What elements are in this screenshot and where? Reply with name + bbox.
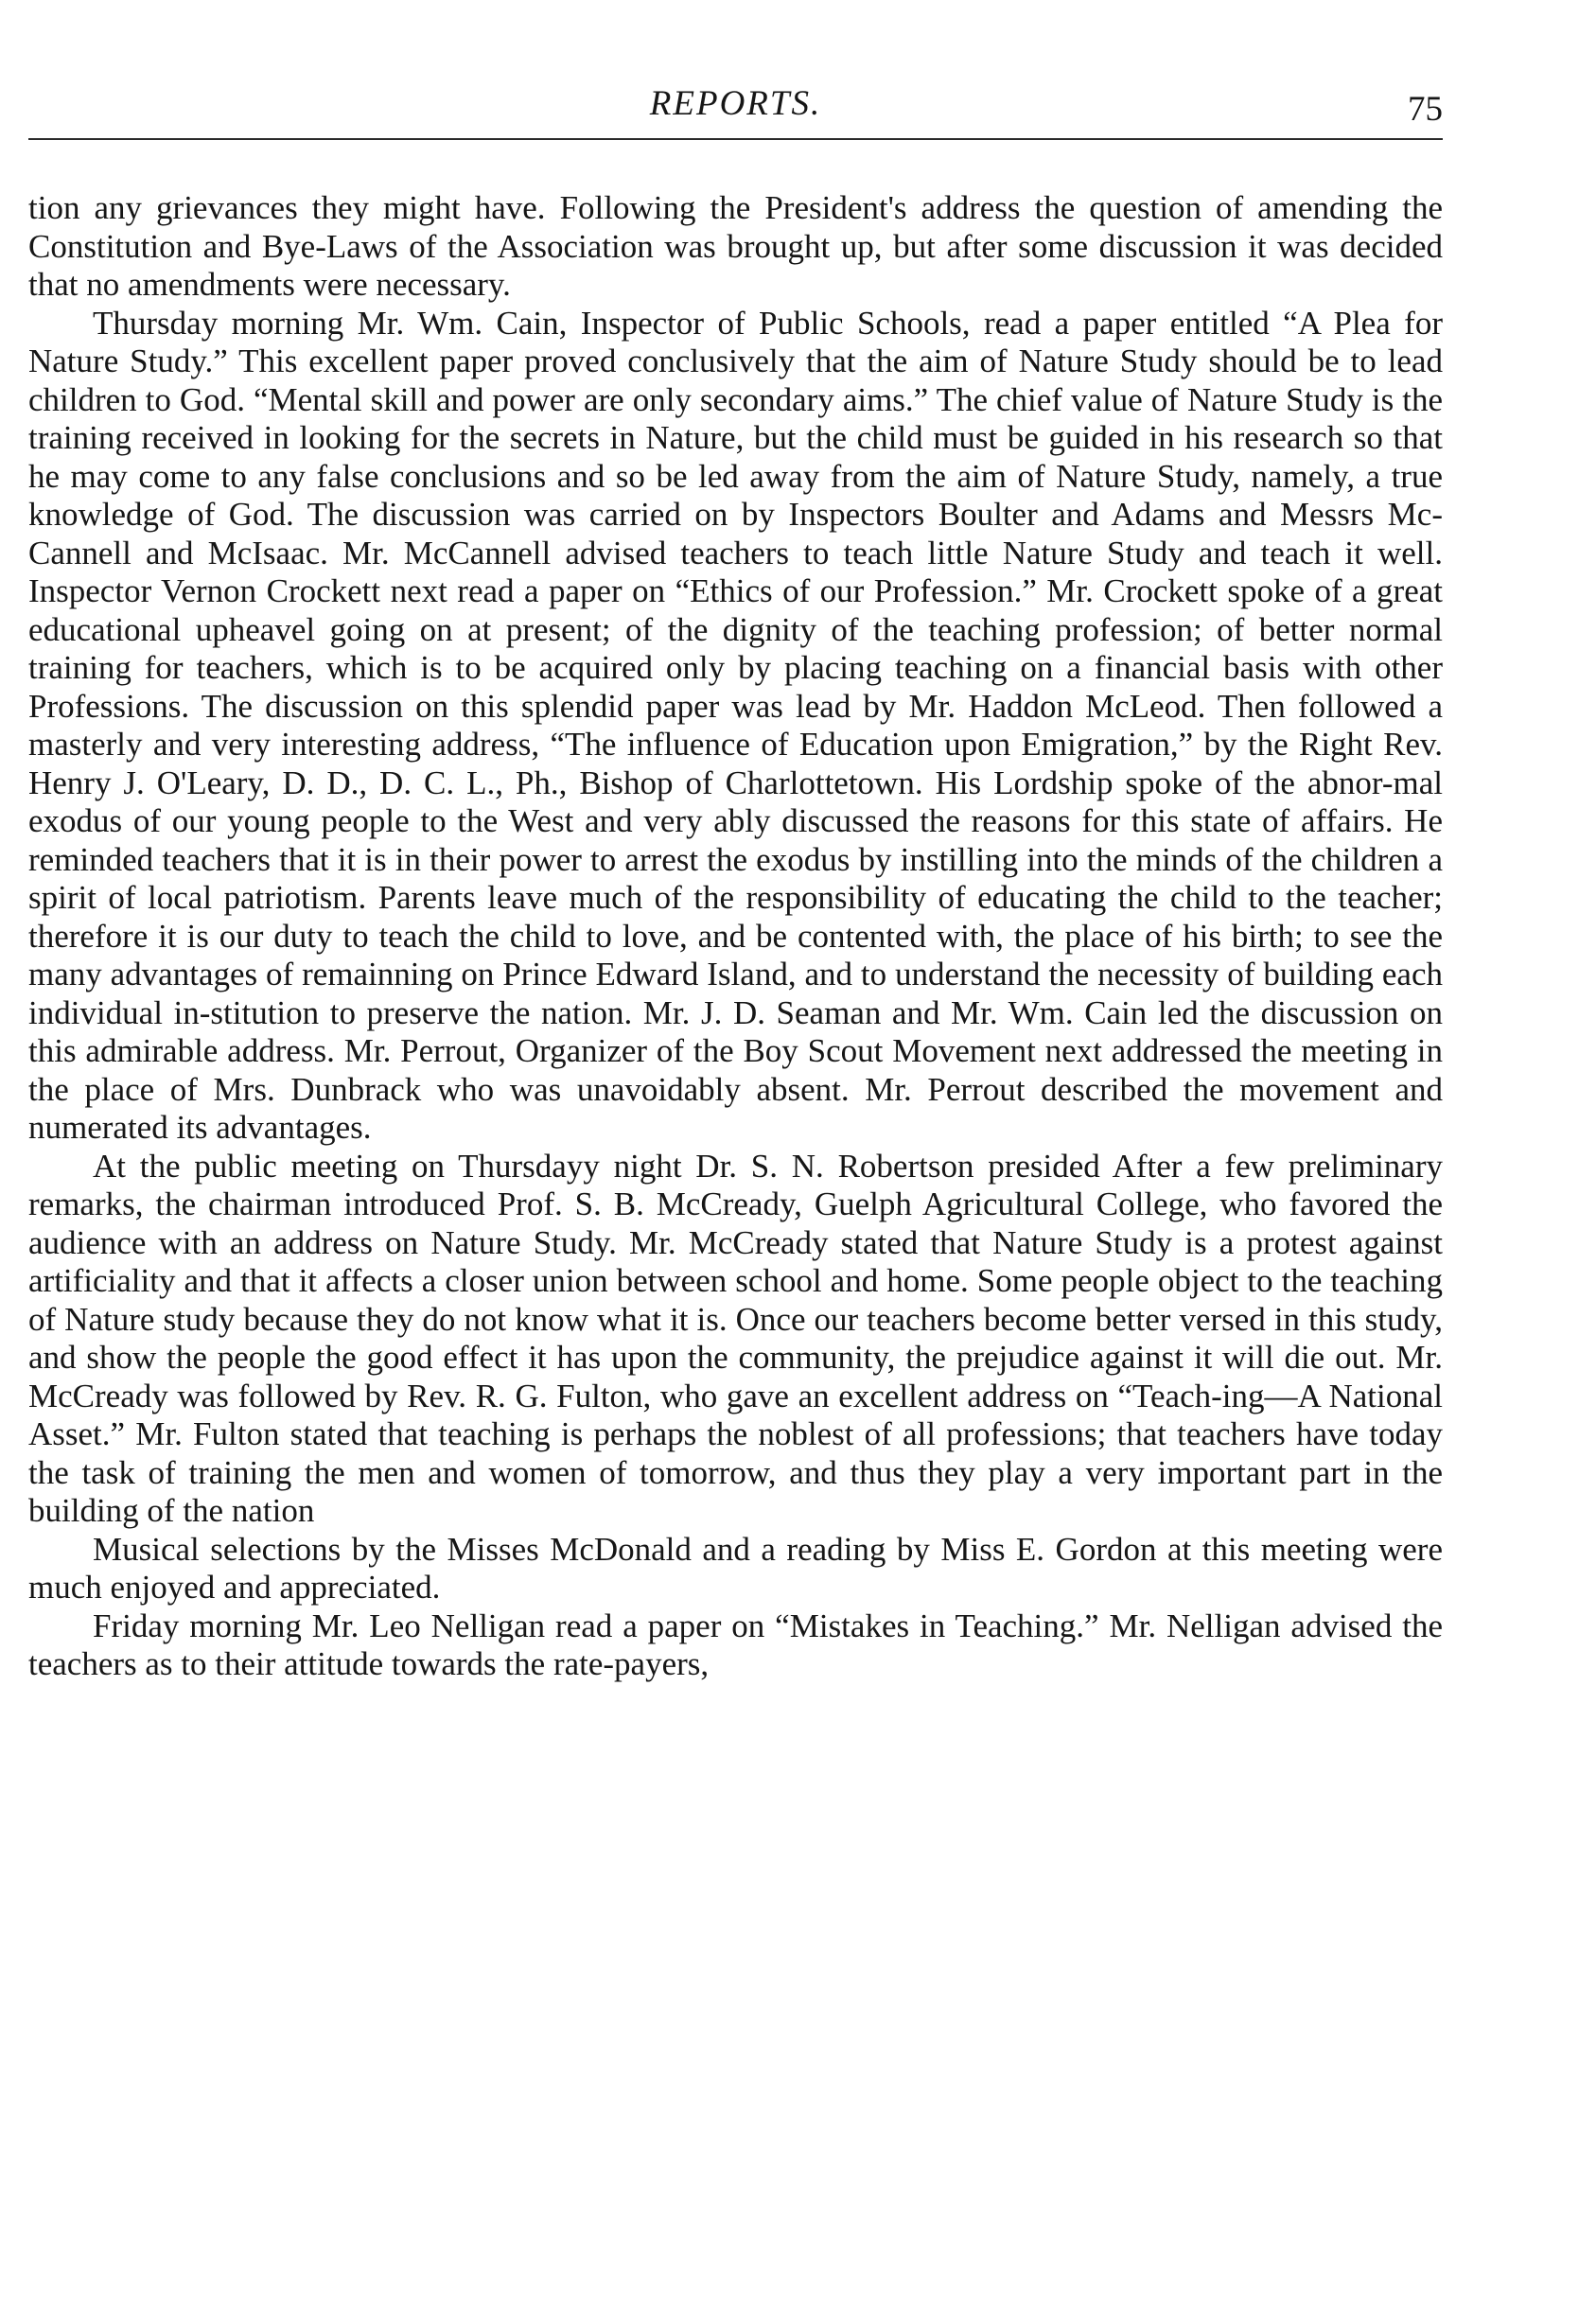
paragraph-2: Thursday morning Mr. Wm. Cain, Inspector of Public Schools, read a paper entitled “A Plea for Nature Study.” This excellent paper proved conclusively that the aim of Nature Study should be to lead children to God. “Mental skill and power are only secondary aims.” The chief value of Nature Study is the training received in looking for the secrets in Nature, but the child must be guided in his research so that he may come to any false conclusions and so be led away from the aim of Nature Study, namely, a true knowledge of God. The discussion was carried on by Inspectors Boulter and Adams and Messrs Mc-Cannell and McIsaac. Mr. McCannell advised teachers to teach little Nature Study and teach it well. Inspector Vernon Crockett next read a paper on “Ethics of our Profession.” Mr. Crockett spoke of a great educational upheavel going on at present; of the dignity of the teaching profession; of better normal training for teachers, which is to be acquired only by placing teaching on a financial basis with other Professions. The discussion on this splendid paper was lead by Mr. Haddon McLeod. Then followed a masterly and very interesting address, “The influence of Education upon Emigration,” by the Right Rev. Henry J. O'Leary, D. D., D. C. L., Ph., Bishop of Charlottetown. His Lordship spoke of the abnor-mal exodus of our young people to the West and very ably discussed the reasons for this state of affairs. He reminded teachers that it is in their power to arrest the exodus by instilling into the minds of the children a spirit of local patriotism. Parents leave much of the responsibility of educating the child to the teacher; therefore it is our duty to teach the child to love, and be contented with, the place of his birth; to see the many advantages of remainning on Prince Edward Island, and to understand the necessity of building each individual in-stitution to preserve the nation. Mr. J. D. Seaman and Mr. Wm. Cain led the discussion on this admirable address. Mr. Perrout, Organizer of the Boy Scout Movement next addressed the meeting in the place of Mrs. Dunbrack who was unavoidably absent. Mr. Perrout described the movement and numerated its advantages. xyxy=(28,304,1443,1146)
page-number: 75 xyxy=(1408,90,1443,129)
running-head xyxy=(28,83,1443,140)
body-text xyxy=(28,189,1443,1684)
paragraph-1: tion any grievances they might have. Following the President's address the question of amending the Constitution and Bye-Laws of the Association was brought up, but after some discussion it was decided that no amendments were necessary. xyxy=(28,189,1443,303)
header-rule xyxy=(28,138,1443,140)
running-head-title: REPORTS. xyxy=(649,84,822,123)
paragraph-4: Musical selections by the Misses McDonald and a reading by Miss E. Gordon at this meeting were much enjoyed and appreciated. xyxy=(28,1530,1443,1606)
paragraph-3: At the public meeting on Thursdayy night Dr. S. N. Robertson presided After a few preliminary remarks, the chairman introduced Prof. S. B. McCready, Guelph Agricultural College, who favored the audience with an address on Nature Study. Mr. McCready stated that Nature Study is a protest against artificiality and that it affects a closer union between school and home. Some people object to the teaching of Nature study because they do not know what it is. Once our teachers become better versed in this study, and show the people the good effect it has upon the community, the prejudice against it will die out. Mr. McCready was followed by Rev. R. G. Fulton, who gave an excellent address on “Teach-ing—A National Asset.” Mr. Fulton stated that teaching is perhaps the noblest of all professions; that teachers have today the task of training the men and women of tomorrow, and thus they play a very important part in the building of the nation xyxy=(28,1147,1443,1529)
paragraph-5: Friday morning Mr. Leo Nelligan read a paper on “Mistakes in Teaching.” Mr. Nelligan advised the teachers as to their attitude towards the rate-payers, xyxy=(28,1607,1443,1682)
